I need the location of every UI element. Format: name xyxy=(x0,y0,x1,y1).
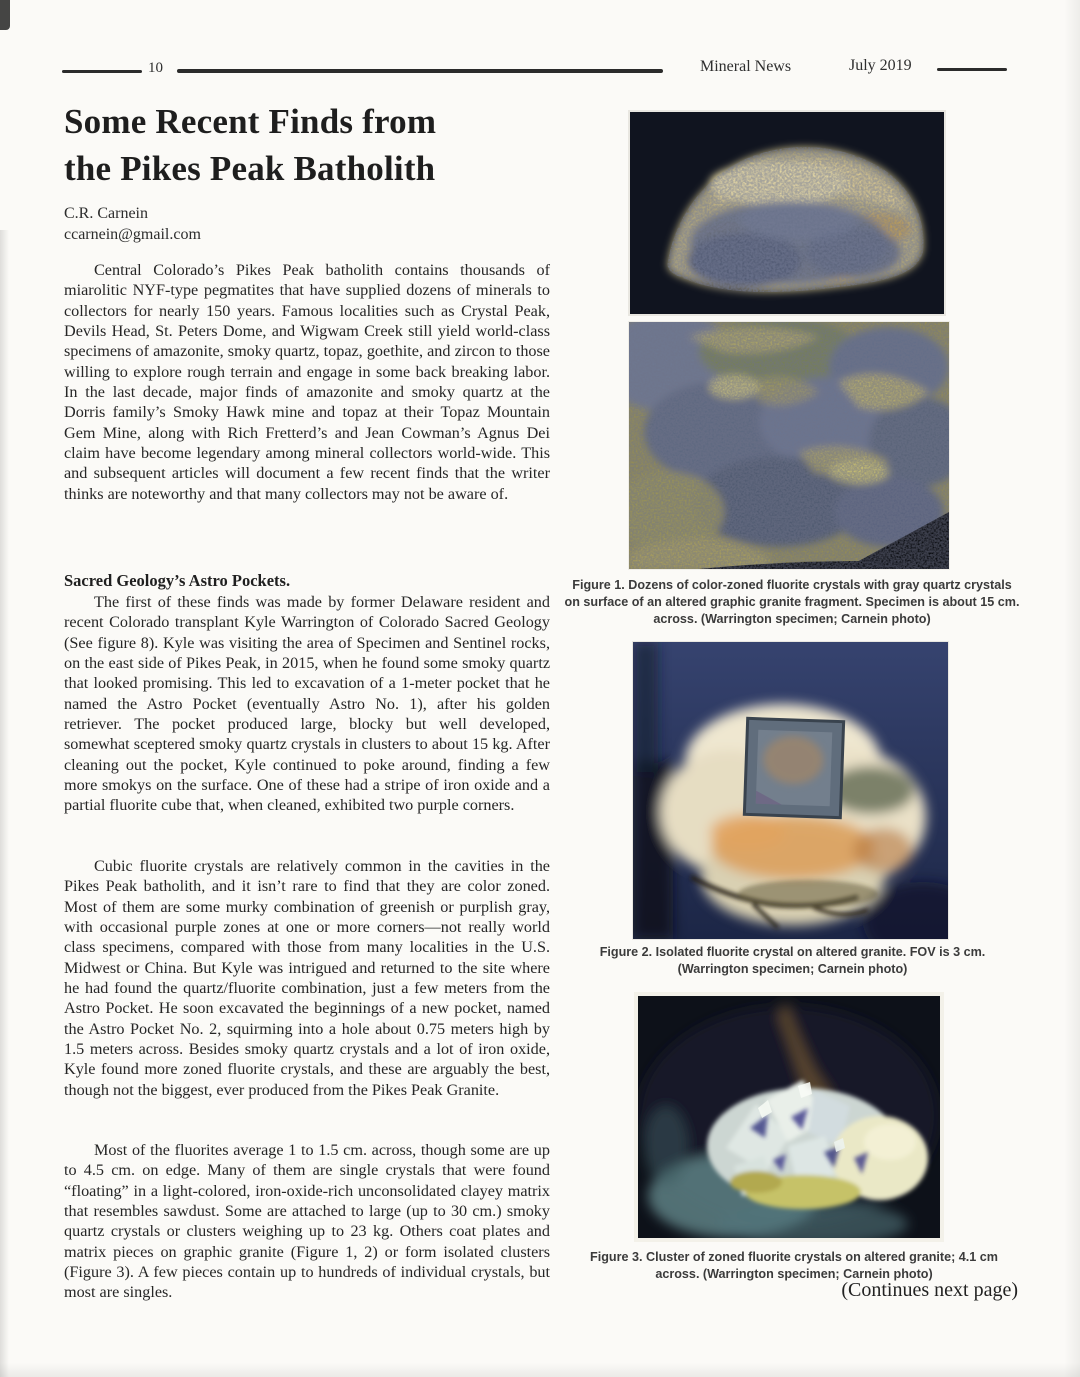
figure-1-caption: Figure 1. Dozens of color-zoned fluorite crystals with gray quartz crystals on surface of an altered graphic granite fragment. Specimen is about 15 cm. across. (Warrington specimen; Carnein photo) xyxy=(564,578,1020,626)
author-name: C.R. Carnein xyxy=(64,205,148,222)
fluorite-cube-illustration xyxy=(633,642,948,939)
figure-1-photo-closeup xyxy=(628,321,950,570)
paragraph-intro: Central Colorado’s Pikes Peak batholith contains thousands of miarolitic NYF-type pegmatites that have supplied dozens of minerals to collectors for nearly 150 years. Famous localities such as Crystal Peak, Devils Head, St. Peters Dome, and Wigwam Creek still yield world-class specimens of amazonite, smoky quartz, topaz, goethite, and zircon to those willing to explore rough terrain and engage in some back breaking labor. In the last decade, major finds of amazonite and smoky quartz at the Dorris family’s Smoky Hawk mine and topaz at their Topaz Mountain Gem Mine, along with Rich Fretterd’s and Jean Cowman’s Agnus Dei claim have become legendary among mineral collectors world-wide. This and subsequent articles will document a few recent finds that the writer thinks are noteworthy and that many collectors may not be aware of. xyxy=(64,261,550,503)
header-rule-right xyxy=(937,68,1007,71)
figure-2-caption: Figure 2. Isolated fluorite crystal on altered granite. FOV is 3 cm. (Warrington specimen; Carnein photo) xyxy=(599,945,986,976)
byline xyxy=(64,203,550,245)
article-title-line2: the Pikes Peak Batholith xyxy=(64,149,436,188)
issue-date: July 2019 xyxy=(849,57,912,74)
fluorite-cluster-illustration xyxy=(638,996,940,1238)
scan-corner-mark xyxy=(0,0,10,30)
figure-2-photo xyxy=(632,641,949,940)
figure-3-photo xyxy=(634,992,944,1242)
scan-edge-shadow-left xyxy=(0,230,9,1377)
publication-name: Mineral News xyxy=(700,58,792,75)
specimen-illustration xyxy=(630,112,944,314)
header-rule-center xyxy=(177,69,663,73)
fluorite-closeup-illustration xyxy=(629,322,949,569)
continues-next-page-note: (Continues next page) xyxy=(841,1279,1018,1301)
figure-3-caption: Figure 3. Cluster of zoned fluorite crystals on altered granite; 4.1 cm across. (Warrington specimen; Carnein photo) xyxy=(590,1250,998,1281)
scan-edge-shadow-bottom xyxy=(0,1363,1080,1377)
author-email: ccarnein@gmail.com xyxy=(64,226,201,243)
article-title xyxy=(64,98,550,192)
page-number: 10 xyxy=(148,60,163,76)
scan-edge-shadow-right xyxy=(1064,0,1080,1377)
paragraph-astro-pocket: The first of these finds was made by former Delaware resident and recent Colorado transplant Kyle Warrington of Colorado Sacred Geology (See figure 8). Kyle was visiting the area of Specimen and Sentinel rocks, on the east side of Pikes Peak, in 2015, when he found some smoky quartz that looked promising. This led to excavation of a 1-meter pocket that he named the Astro Pocket (eventually Astro No. 1), after his golden retriever. The pocket produced large, blocky but well developed, somewhat sceptered smoky quartz crystals in clusters to about 15 kg. After cleaning out the pocket, Kyle continued to poke around, finding a few more smokys on the surface. One of these had a stripe of iron oxide and a partial fluorite cube that, when cleaned, exhibited two purple corners. xyxy=(64,593,550,815)
paragraph-cubic-fluorite: Cubic fluorite crystals are relatively common in the cavities in the Pikes Peak batholith, and it isn’t rare to find that they are color zoned. Most of them are some murky combination of greenish or purplish gray, with occasional purple zones at one or more corners—not really world class specimens, compared with those from many localities in the U.S. Midwest or China. But Kyle was intrigued and returned to the site where he had found the quartz/fluorite combination, just a few meters from the Astro Pocket. He soon excavated the beginnings of a new pocket, named the Astro Pocket No. 2, squirming into a hole about 0.75 meters high by 1.5 meters across. Besides smoky quartz crystals and a lot of iron oxide, Kyle found more zoned fluorite crystals, and these are arguably the best, though not the biggest, ever produced from the Pikes Peak Granite. xyxy=(64,857,550,1099)
section-heading: Sacred Geology’s Astro Pockets. xyxy=(64,571,291,590)
paragraph-fluorite-sizes: Most of the fluorites average 1 to 1.5 cm. across, though some are up to 4.5 cm. on edge. Many of them are single crystals that were found “floating” in a light-colored, iron-oxide-rich unconsolidated clayey matrix that resembles sawdust. Some are attached to large (up to 30 cm.) smoky quartz crystals or clusters weighing up to 23 kg. Others coat plates and matrix pieces on graphic granite (Figure 1, 2) or form isolated clusters (Figure 3). A few pieces contain up to hundreds of individual crystals, but most are singles. xyxy=(64,1141,550,1302)
header-rule-left xyxy=(62,70,142,73)
article-title-line1: Some Recent Finds from xyxy=(64,102,437,141)
figure-1-photo-specimen-overview xyxy=(628,110,946,316)
